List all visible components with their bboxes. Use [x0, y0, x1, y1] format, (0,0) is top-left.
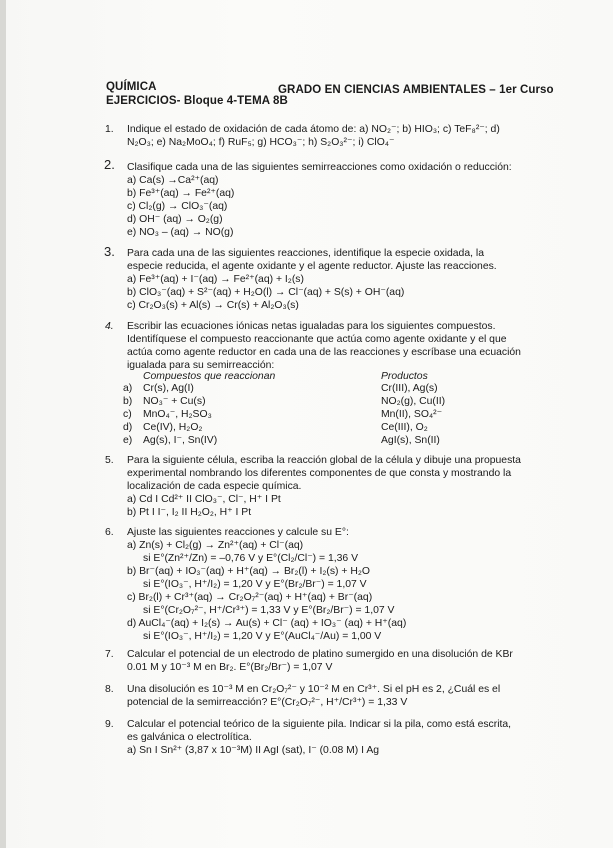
q4-row-reactants: Ce(IV), H₂O₂ [143, 422, 203, 433]
q4-row-key: c) [123, 409, 132, 420]
q4-number: 4. [105, 321, 114, 332]
q4-line3: actúa como agente reductor en cada una de las reacciones y escríbase una ecuación [127, 347, 521, 358]
q6-line: d) AuCl₄⁻(aq) + I₂(s) → Au(s) + Cl⁻ (aq) + IO₃⁻ (aq) + H⁺(aq) [127, 618, 407, 629]
q4-row-reactants: Ag(s), I⁻, Sn(IV) [143, 435, 218, 446]
q1-number: 1. [105, 124, 114, 135]
q2-item: c) Cl₂(g) → ClO₃⁻(aq) [127, 201, 228, 212]
q6-line: si E°(IO₃⁻, H⁺/I₂) = 1,20 V y E°(AuCl₄⁻/Au) = 1,00 V [143, 631, 382, 642]
q3-item: b) ClO₃⁻(aq) + S²⁻(aq) + H₂O(l) → Cl⁻(aq) + S(s) + OH⁻(aq) [127, 287, 405, 298]
q7-line1: Calcular el potencial de un electrodo de platino sumergido en una disolución de KBr [127, 649, 513, 660]
q5-line1: Para la siguiente célula, escriba la reacción global de la célula y dibuje una propuesta [127, 455, 521, 466]
q3-line2: especie reducida, el agente oxidante y el agente reductor. Ajuste las reacciones. [127, 261, 497, 272]
q3-item: c) Cr₂O₃(s) + Al(s) → Cr(s) + Al₂O₃(s) [127, 300, 299, 311]
q4-row-key: d) [123, 422, 133, 433]
q4-row-products: Ce(III), O₂ [381, 422, 428, 433]
q7-number: 7. [105, 649, 114, 660]
q8-line2: potencial de la semirreacción? E°(Cr₂O₇²⁻, H⁺/Cr³⁺) = 1,33 V [127, 697, 408, 708]
q2-item: b) Fe³⁺(aq) → Fe²⁺(aq) [127, 188, 235, 199]
q8-line1: Una disolución es 10⁻³ M en Cr₂O₇²⁻ y 10⁻² M en Cr³⁺. Si el pH es 2, ¿Cuál es el [127, 684, 501, 695]
q2-item: a) Ca(s) →Ca²⁺(aq) [127, 175, 219, 186]
q2-number: 2. [104, 157, 115, 172]
q4-row-products: Cr(III), Ag(s) [381, 383, 438, 394]
q6-line: c) Br₂(l) + Cr³⁺(aq) → Cr₂O₇²⁻(aq) + H⁺(aq) + Br⁻(aq) [127, 592, 373, 603]
q5-number: 5. [105, 455, 114, 466]
q4-row-products: Mn(II), SO₄²⁻ [381, 409, 443, 420]
q4-line2: Identifíquese el compuesto reaccionante que actúa como agente oxidante y el que [127, 334, 507, 345]
q6-line: a) Zn(s) + Cl₂(g) → Zn²⁺(aq) + Cl⁻(aq) [127, 540, 304, 551]
q4-row-key: a) [123, 383, 133, 394]
q3-item: a) Fe³⁺(aq) + I⁻(aq) → Fe²⁺(aq) + I₂(s) [127, 274, 304, 285]
q6-line: si E°(Cr₂O₇²⁻, H⁺/Cr³⁺) = 1,33 V y E°(Br₂/Br⁻) = 1,07 V [143, 605, 395, 616]
q7-line2: 0.01 M y 10⁻³ M en Br₂. E°(Br₂/Br⁻) = 1,07 V [127, 662, 333, 673]
subject-title: QUÍMICA [106, 81, 157, 93]
q4-row-reactants: NO₃⁻ + Cu(s) [143, 396, 206, 407]
degree-title: GRADO EN CIENCIAS AMBIENTALES – 1er Curso [278, 84, 554, 96]
q9-line2: es galvánica o electrolítica. [127, 732, 252, 743]
q3-line1: Para cada una de las siguientes reacciones, identifique la especie oxidada, la [127, 248, 484, 259]
q6-line: si E°(IO₃⁻, H⁺/I₂) = 1,20 V y E°(Br₂/Br⁻) = 1,07 V [143, 579, 367, 590]
q4-line1: Escribir las ecuaciones iónicas netas igualadas para los siguientes compuestos. [127, 321, 496, 332]
q4-line4: igualada para su semirreacción: [127, 360, 275, 371]
q4-row-products: NO₂(g), Cu(II) [381, 396, 446, 407]
block-title: EJERCICIOS- Bloque 4-TEMA 8B [106, 95, 288, 107]
q6-line: si E°(Zn²⁺/Zn) = –0,76 V y E°(Cl₂/Cl⁻) = 1,36 V [143, 553, 359, 564]
q5-line2: experimental nombrando los diferentes componentes de que consta y mostrando la [127, 468, 512, 479]
q4-row-reactants: MnO₄⁻, H₂SO₃ [143, 409, 212, 420]
q9-line1: Calcular el potencial teórico de la siguiente pila. Indicar si la pila, como está escrita, [127, 719, 512, 730]
q2-title: Clasifique cada una de las siguientes semirreacciones como oxidación o reducción: [127, 162, 512, 173]
q4-row-key: b) [123, 396, 133, 407]
q2-item: d) OH⁻ (aq) → O₂(g) [127, 214, 223, 225]
q4-row-products: AgI(s), Sn(II) [381, 435, 440, 446]
q4-row-reactants: Cr(s), Ag(I) [143, 383, 194, 394]
q9-number: 9. [105, 719, 114, 730]
q6-line: b) Br⁻(aq) + IO₃⁻(aq) + H⁺(aq) → Br₂(l) + I₂(s) + H₂O [127, 566, 370, 577]
q4-col-reactants: Compuestos que reaccionan [143, 371, 276, 382]
q5-line3: localización de cada especie química. [127, 481, 302, 492]
q1-line2: N₂O₃; e) Na₂MoO₄; f) RuF₅; g) HCO₃⁻; h) S₂O₃²⁻; i) ClO₄⁻ [127, 137, 395, 148]
q5-cell-a: a) Cd I Cd²⁺ II ClO₃⁻, Cl⁻, H⁺ I Pt [127, 494, 281, 505]
q4-col-products: Productos [381, 371, 428, 382]
q4-row-key: e) [123, 435, 133, 446]
q8-number: 8. [105, 684, 114, 695]
q6-title: Ajuste las siguientes reacciones y calcule su E°: [127, 527, 349, 538]
q6-number: 6. [105, 527, 114, 538]
q2-item: e) NO₃ – (aq) → NO(g) [127, 227, 234, 238]
q9-cell-a: a) Sn I Sn²⁺ (3,87 x 10⁻³M) II AgI (sat), I⁻ (0.08 M) I Ag [127, 745, 380, 756]
q3-number: 3. [104, 244, 115, 259]
q1-line1: Indique el estado de oxidación de cada átomo de: a) NO₂⁻; b) HIO₃; c) TeF₈²⁻; d) [127, 124, 500, 135]
q5-cell-b: b) Pt I I⁻, I₂ II H₂O₂, H⁺ I Pt [127, 507, 252, 518]
page-edge [0, 0, 6, 848]
